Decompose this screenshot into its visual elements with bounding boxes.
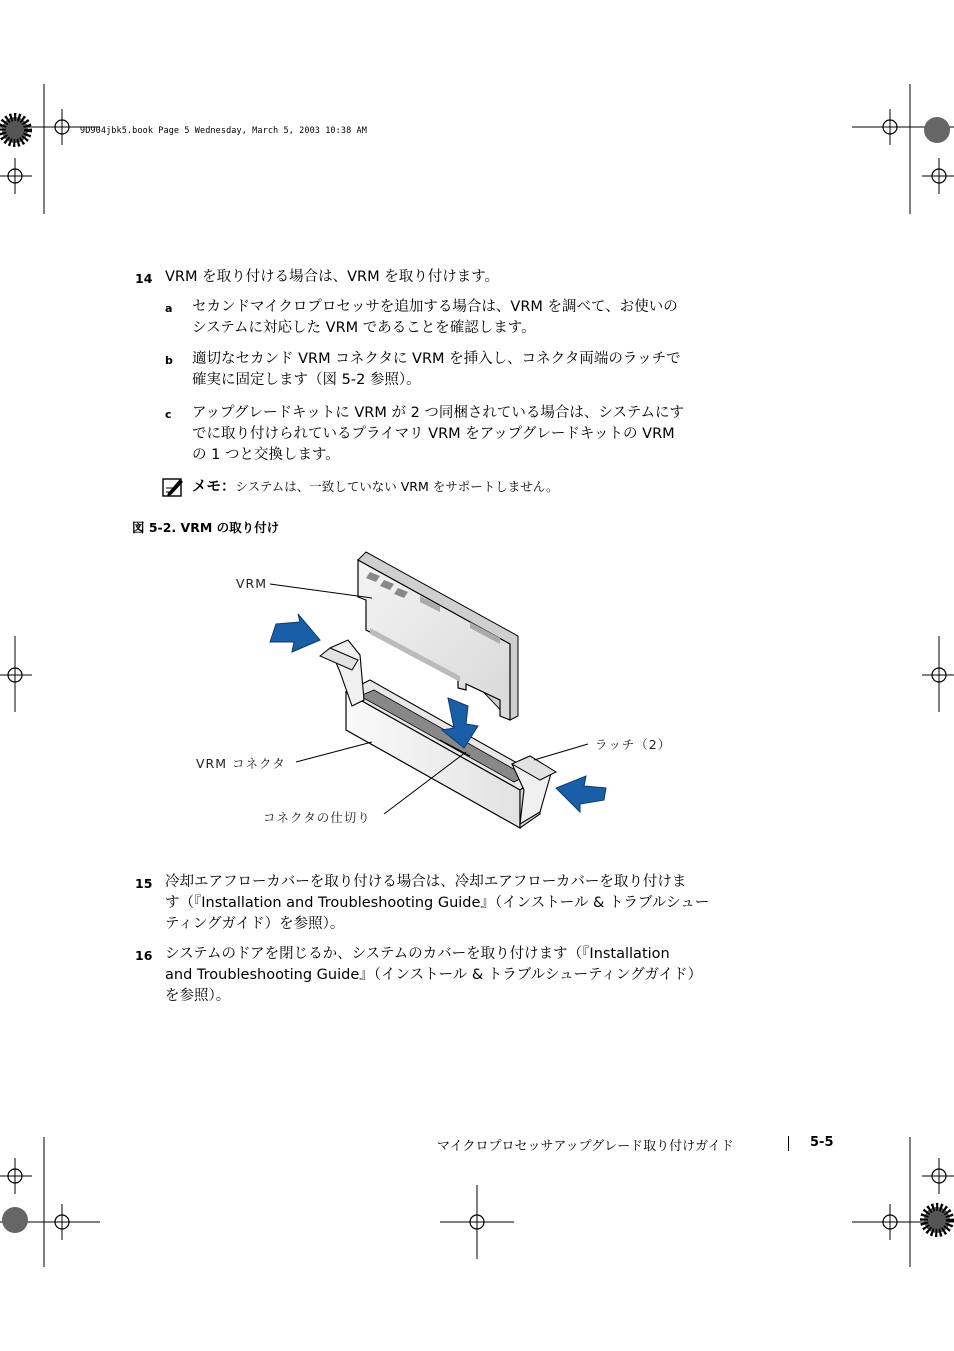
note-label: メモ： bbox=[192, 479, 236, 495]
step-16-line3: を参照）。 bbox=[165, 988, 231, 1004]
right-latch-arrow-icon bbox=[556, 776, 606, 812]
book-header: 9D904jbk5.book Page 5 Wednesday, March 5, 2003 10:38 AM bbox=[80, 126, 367, 136]
page-number: 5-5 bbox=[810, 1135, 834, 1150]
note-text: システムは、一致していない VRM をサポートしません。 bbox=[235, 479, 559, 494]
latch-callout: ラッチ（2） bbox=[595, 737, 672, 752]
connector-divider-callout: コネクタの仕切り bbox=[263, 810, 371, 825]
step-14b-line2: 確実に固定します（図 5-2 参照）。 bbox=[192, 372, 421, 388]
step-16-line1: システムのドアを閉じるか、システムのカバーを取り付けます（『Installation bbox=[165, 946, 670, 962]
step-14a-letter: a bbox=[165, 302, 173, 315]
step-14a-line2: システムに対応した VRM であることを確認します。 bbox=[192, 320, 536, 336]
step-14b-line1: 適切なセカンド VRM コネクタに VRM を挿入し、コネクタ両端のラッチで bbox=[192, 351, 681, 367]
step-15-line3: ティングガイド）を参照）。 bbox=[165, 916, 345, 932]
step-14-number: 14 bbox=[135, 271, 153, 286]
step-16-number: 16 bbox=[135, 948, 153, 963]
vrm-callout: VRM bbox=[236, 576, 268, 591]
figure-caption: 図 5-2. VRM の取り付け bbox=[132, 520, 280, 535]
footer-title: マイクロプロセッサアップグレード取り付けガイド bbox=[437, 1139, 734, 1154]
step-14a-line1: セカンドマイクロプロセッサを追加する場合は、VRM を調べて、お使いの bbox=[192, 299, 678, 315]
left-latch-arrow-icon bbox=[270, 614, 320, 652]
step-15-line2: す（『Installation and Troubleshooting Guide』（インストール & トラブルシュー bbox=[165, 895, 710, 911]
left-latch bbox=[320, 640, 364, 706]
step-15-number: 15 bbox=[135, 876, 153, 891]
step-15-line1: 冷却エアフローカバーを取り付ける場合は、冷却エアフローカバーを取り付けま bbox=[165, 874, 687, 890]
step-14c-line3: の 1 つと交換します。 bbox=[192, 447, 340, 463]
step-14c-line1: アップグレードキットに VRM が 2 つ同梱されている場合は、システムにす bbox=[192, 405, 684, 421]
step-14-text: VRM を取り付ける場合は、VRM を取り付けます。 bbox=[165, 269, 500, 285]
footer-divider bbox=[788, 1136, 789, 1151]
step-16-line2: and Troubleshooting Guide』（インストール & トラブルシューティングガイド） bbox=[165, 967, 703, 983]
step-14c-letter: c bbox=[165, 408, 172, 421]
step-14b-letter: b bbox=[165, 354, 173, 367]
step-14c-line2: でに取り付けられているプライマリ VRM をアップグレードキットの VRM bbox=[192, 426, 675, 442]
vrm-connector-callout: VRM コネクタ bbox=[196, 756, 286, 771]
